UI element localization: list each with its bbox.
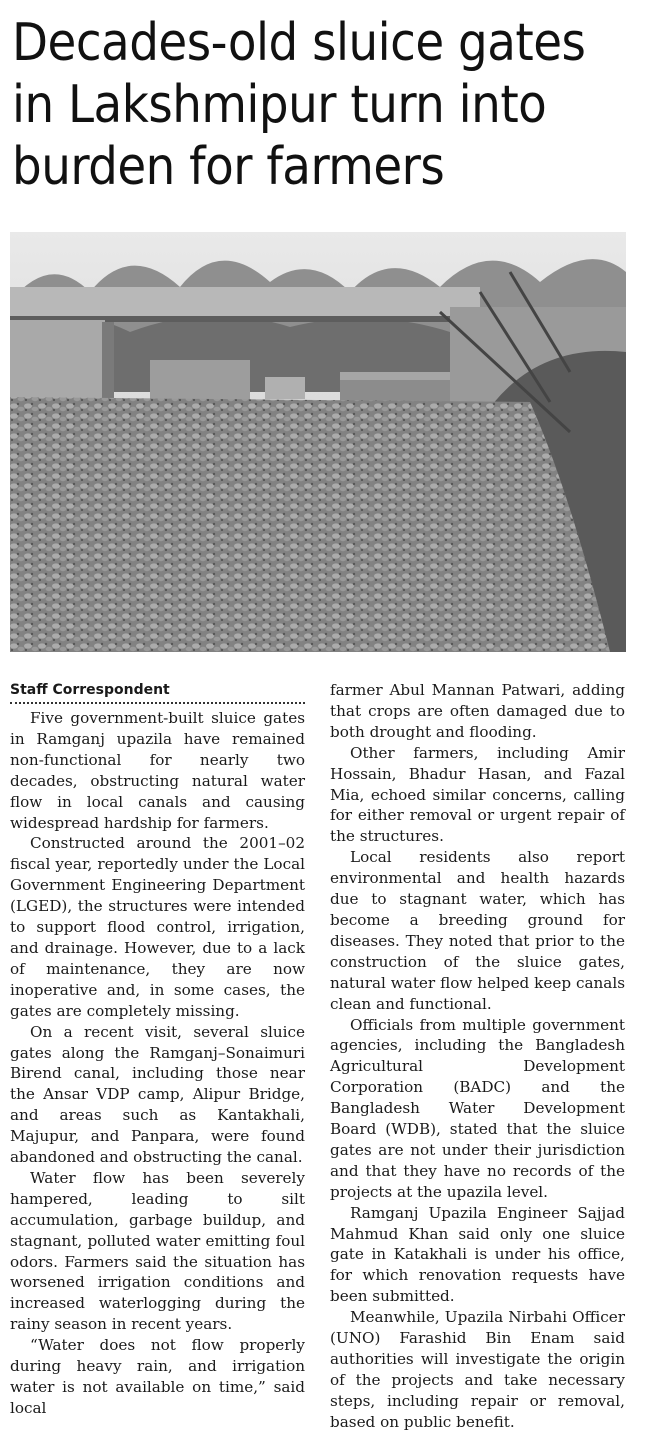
headline-line: burden for farmers: [12, 137, 445, 197]
paragraph: On a recent visit, several sluice gates along the Ramganj–Sonaimuri Birend canal, including those near the Ansar VDP camp, Alipur Bridge, and areas such as Kantakhali, Majupur, and Panpara, were found abandoned and obstructing the canal.: [10, 1022, 305, 1167]
paragraph: Officials from multiple government agencies, including the Bangladesh Agricultural Development Corporation (BADC) and the Bangladesh Water Development Board (WDB), stated that the sluice gates are not under their jurisdiction and that they have no records of the projects at the upazila level.: [330, 1015, 625, 1201]
paragraph: Ramganj Upazila Engineer Sajjad Mahmud Khan said only one sluice gate in Katakhali is under his office, for which renovation requests have been submitted.: [330, 1203, 625, 1306]
paragraph: Constructed around the 2001–02 fiscal year, reportedly under the Local Government Engineering Department (LGED), the structures were intended to support flood control, irrigation, and drainage. However, due to a lack of maintenance, they are now inoperative and, in some cases, the gates are completely missing.: [10, 834, 305, 1020]
headline-line: Decades-old sluice gates: [12, 13, 586, 73]
headline-line: in Lakshmipur turn into: [12, 75, 547, 135]
article-photo: [10, 232, 626, 652]
paragraph: Local residents also report environmental and health hazards due to stagnant water, which has become a breeding ground for diseases. They noted that prior to the construction of the sluice gates, natural water flow helped keep canals clean and functional.: [330, 848, 625, 1013]
sluice-gate-photo: [10, 232, 626, 652]
article-column-left: [10, 680, 305, 1419]
paragraph: Other farmers, including Amir Hossain, Bhadur Hasan, and Fazal Mia, echoed similar concerns, calling for either removal or urgent repair of the structures.: [330, 743, 625, 846]
paragraph: farmer Abul Mannan Patwari, adding that crops are often damaged due to both drought and flooding.: [330, 681, 625, 741]
byline: Staff Correspondent: [10, 680, 305, 704]
paragraph: “Water does not flow properly during heavy rain, and irrigation water is not available on time,” said local: [10, 1336, 305, 1417]
paragraph: Meanwhile, Upazila Nirbahi Officer (UNO) Farashid Bin Enam said authorities will investigate the origin of the projects and take necessary steps, including repair or removal, based on public benefit.: [330, 1308, 625, 1431]
paragraph: Five government-built sluice gates in Ramganj upazila have remained non-functional for nearly two decades, obstructing natural water flow in local canals and causing widespread hardship for farmers.: [10, 709, 305, 832]
paragraph: Water flow has been severely hampered, leading to silt accumulation, garbage buildup, and stagnant, polluted water emitting foul odors. Farmers said the situation has worsened irrigation conditions and increased waterlogging during the rainy season in recent years.: [10, 1168, 305, 1334]
headline: [12, 12, 642, 198]
article-column-right: [330, 680, 625, 1433]
